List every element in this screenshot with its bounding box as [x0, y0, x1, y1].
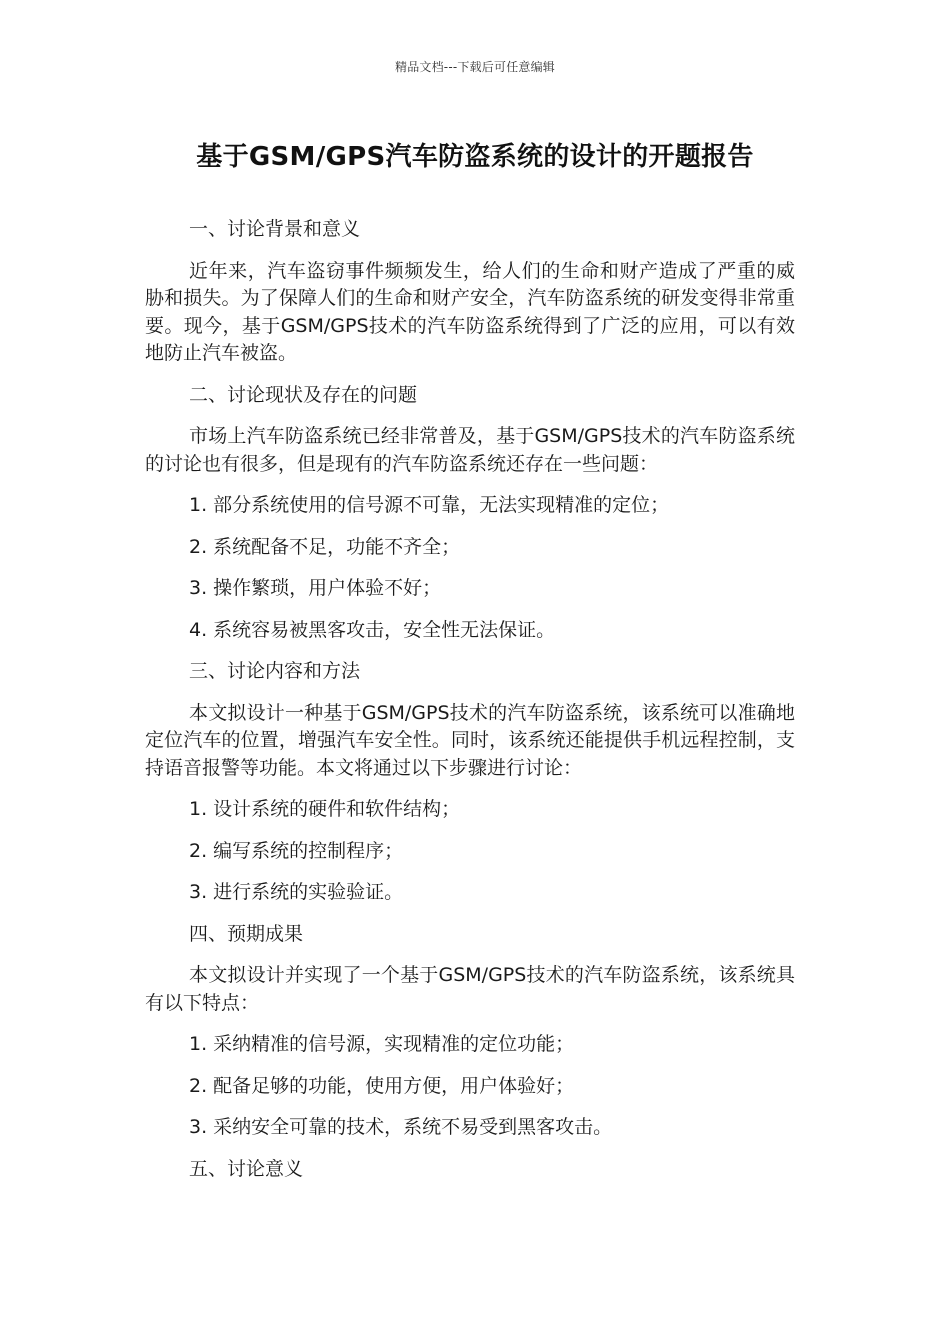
header-note: 精品文档---下载后可任意编辑: [395, 60, 555, 74]
paragraph-background: 近年来，汽车盗窃事件频频发生，给人们的生命和财产造成了严重的威胁和损失。为了保障人们的生命和财产安全，汽车防盗系统的研发变得非常重要。现今，基于GSM/GPS技术的汽车防盗系统得到了广泛的应用，可以有效地防止汽车被盗。: [145, 259, 795, 364]
list-item: 4. 系统容易被黑客攻击，安全性无法保证。: [189, 618, 556, 641]
list-item: 3. 进行系统的实验验证。: [189, 881, 404, 903]
list-item: 3. 操作繁琐，用户体验不好；: [189, 577, 442, 599]
list-item: 1. 部分系统使用的信号源不可靠，无法实现精准的定位；: [189, 494, 670, 516]
document-body: [145, 216, 795, 1197]
paragraph-status: 市场上汽车防盗系统已经非常普及，基于GSM/GPS技术的汽车防盗系统的讨论也有很多，但是现有的汽车防盗系统还存在一些问题：: [145, 425, 795, 475]
section-heading-status: 二、讨论现状及存在的问题: [189, 383, 418, 406]
list-item: 1. 采纳精准的信号源，实现精准的定位功能；: [189, 1033, 575, 1055]
list-item: 1. 设计系统的硬件和软件结构；: [189, 798, 461, 820]
section-heading-outcomes: 四、预期成果: [189, 922, 304, 945]
paragraph-outcomes: 本文拟设计并实现了一个基于GSM/GPS技术的汽车防盗系统，该系统具有以下特点：: [145, 964, 795, 1014]
section-heading-background: 一、讨论背景和意义: [189, 218, 361, 240]
section-heading-significance: 五、讨论意义: [189, 1157, 304, 1180]
paragraph-methods: 本文拟设计一种基于GSM/GPS技术的汽车防盗系统，该系统可以准确地定位汽车的位置，增强汽车安全性。同时，该系统还能提供手机远程控制，支持语音报警等功能。本文将通过以下步骤进行讨论：: [145, 701, 795, 779]
list-item: 2. 系统配备不足，功能不齐全；: [189, 535, 461, 558]
document-title: 基于GSM/GPS汽车防盗系统的设计的开题报告: [196, 142, 754, 172]
section-heading-methods: 三、讨论内容和方法: [189, 660, 361, 682]
list-item: 2. 配备足够的功能，使用方便，用户体验好；: [189, 1074, 575, 1097]
list-item: 2. 编写系统的控制程序；: [189, 839, 404, 862]
list-item: 3. 采纳安全可靠的技术，系统不易受到黑客攻击。: [189, 1116, 613, 1138]
